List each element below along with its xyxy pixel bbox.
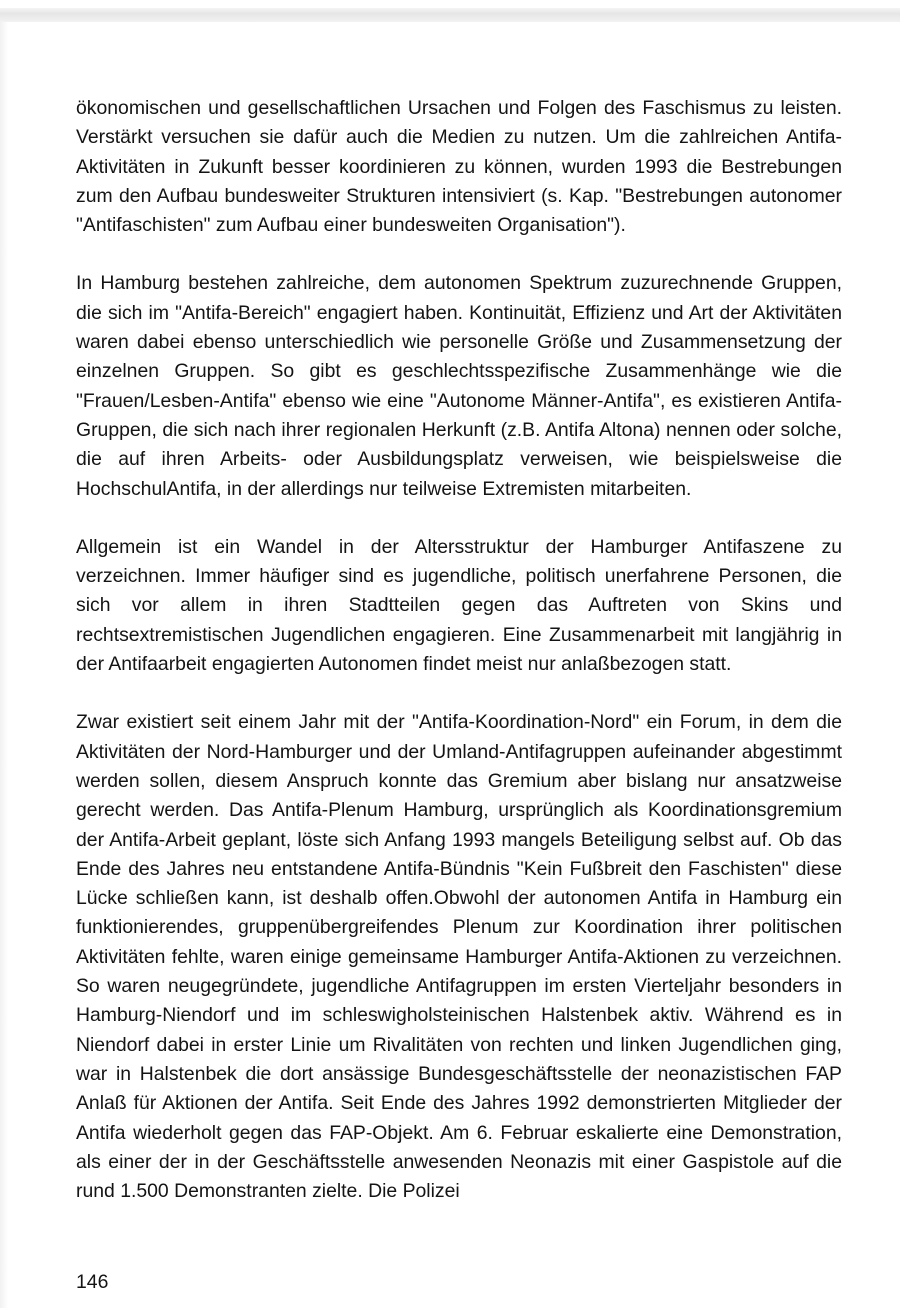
paragraph-2: In Hamburg bestehen zahlreiche, dem autonomen Spektrum zuzurechnende Gruppen, die sich im "Antifa-Bereich" engagiert haben. Kontinuität, Effizienz und Art der Aktivitäten waren dabei ebenso unterschiedlich wie personelle Größe und Zusammensetzung der einzelnen Gruppen. So gibt es geschlechtsspezifische Zusammenhänge wie die "Frauen/Lesben-Antifa" ebenso wie eine "Autonome Männer-Antifa", es existieren Antifa-Gruppen, die sich nach ihrer regionalen Herkunft (z.B. Antifa Altona) nennen oder solche, die auf ihren Arbeits- oder Ausbildungsplatz verweisen, wie beispielsweise die HochschulAntifa, in der allerdings nur teilweise Extremisten mitarbeiten. — [76, 272, 842, 500]
page-number: 146 — [76, 1271, 109, 1293]
paragraph-1: ökonomischen und gesellschaftlichen Ursachen und Folgen des Faschismus zu leisten. Verstärkt versuchen sie dafür auch die Medien zu nutzen. Um die zahlreichen Antifa-Aktivitäten in Zukunft besser koordinieren zu können, wurden 1993 die Bestrebungen zum den Aufbau bundesweiter Strukturen intensiviert (s. Kap. "Bestrebungen autonomer "Antifaschisten" zum Aufbau einer bundesweiten Organisation"). — [76, 97, 842, 237]
scan-left-edge — [0, 22, 8, 1308]
paragraph-4: Zwar existiert seit einem Jahr mit der "Antifa-Koordination-Nord" ein Forum, in dem die Aktivitäten der Nord-Hamburger und der Umland-Antifagruppen aufeinander abgestimmt werden sollen, diesem Anspruch konnte das Gremium aber bislang nur ansatzweise gerecht werden. Das Antifa-Plenum Hamburg, ursprünglich als Koordinationsgremium der Antifa-Arbeit geplant, löste sich Anfang 1993 mangels Beteiligung selbst auf. Ob das Ende des Jahres neu entstandene Antifa-Bündnis "Kein Fußbreit den Faschisten" diese Lücke schließen kann, ist deshalb offen.Obwohl der autonomen Antifa in Hamburg ein funktionierendes, gruppenübergreifendes Plenum zur Koordination ihrer politischen Aktivitäten fehlte, waren einige gemeinsame Hamburger Antifa-Aktionen zu verzeichnen. So waren neugegründete, jugendliche Antifagruppen im ersten Vierteljahr besonders in Hamburg-Niendorf und im schleswigholsteinischen Halstenbek aktiv. Während es in Niendorf dabei in erster Linie um Rivalitäten von rechten und linken Jugendlichen ging, war in Halstenbek die dort ansässige Bundesgeschäftsstelle der neonazistischen FAP Anlaß für Aktionen der Antifa. Seit Ende des Jahres 1992 demonstrierten Mitglieder der Antifa wiederholt gegen das FAP-Objekt. Am 6. Februar eskalierte eine Demonstration, als einer der in der Geschäftsstelle anwesenden Neonazis mit einer Gaspistole auf die rund 1.500 Demonstranten zielte. Die Polizei — [76, 711, 842, 1203]
paragraph-3: Allgemein ist ein Wandel in der Altersstruktur der Hamburger Antifaszene zu verzeichnen. Immer häufiger sind es jugendliche, politisch unerfahrene Personen, die sich vor allem in ihren Stadtteilen gegen das Auftreten von Skins und rechtsextremistischen Jugendlichen engagieren. Eine Zusammenarbeit mit langjährig in der Antifaarbeit engagierten Autonomen findet meist nur anlaßbezogen statt. — [76, 535, 842, 676]
page-body — [76, 94, 842, 1235]
scan-top-edge — [0, 8, 900, 22]
